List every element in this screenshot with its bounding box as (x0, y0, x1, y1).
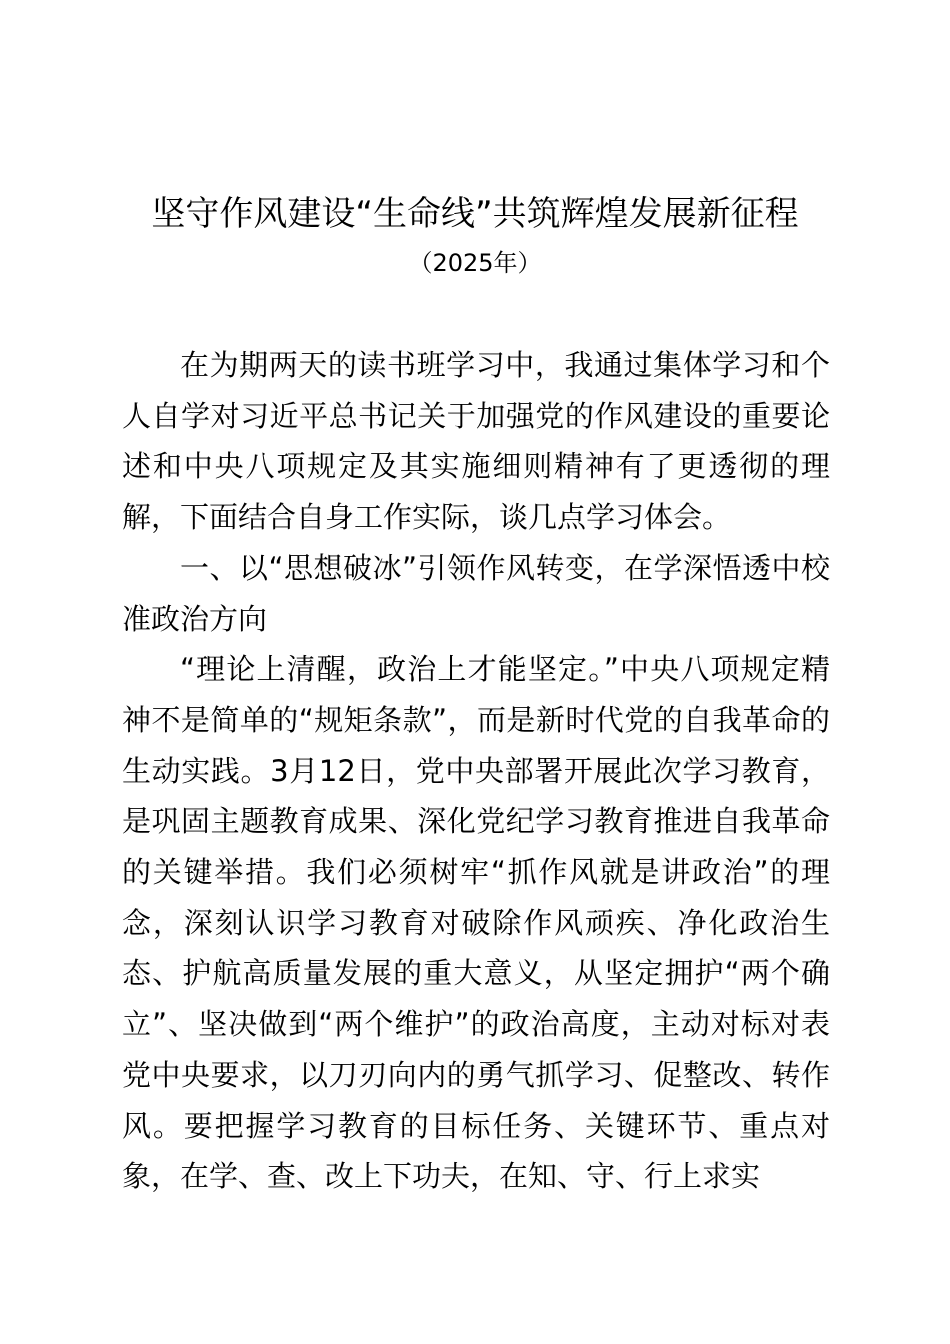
document-body (122, 340, 830, 1202)
document-subtitle: （2025年） (408, 249, 542, 277)
intro-paragraph: 在为期两天的读书班学习中，我通过集体学习和个人自学对习近平总书记关于加强党的作风建设的重要论述和中央八项规定及其实施细则精神有了更透彻的理解，下面结合自身工作实际，谈几点学习体会。 (122, 348, 830, 535)
body-paragraph: “理论上清醒，政治上才能坚定。”中央八项规定精神不是简单的“规矩条款”，而是新时代党的自我革命的生动实践。3月12日，党中央部署开展此次学习教育，是巩固主题教育成果、深化党纪学习教育推进自我革命的关键举措。我们必须树牢“抓作风就是讲政治”的理念，深刻认识学习教育对破除作风顽疾、净化政治生态、护航高质量发展的重大意义，从坚定拥护“两个确立”、坚决做到“两个维护”的政治高度，主动对标对表党中央要求，以刀刃向内的勇气抓学习、促整改、转作风。要把握学习教育的目标任务、关键环节、重点对象，在学、查、改上下功夫，在知、守、行上求实 (122, 652, 830, 1194)
section-heading: 一、以“思想破冰”引领作风转变，在学深悟透中校准政治方向 (122, 550, 830, 636)
document-title: 坚守作风建设“生命线”共筑辉煌发展新征程 (151, 194, 799, 234)
